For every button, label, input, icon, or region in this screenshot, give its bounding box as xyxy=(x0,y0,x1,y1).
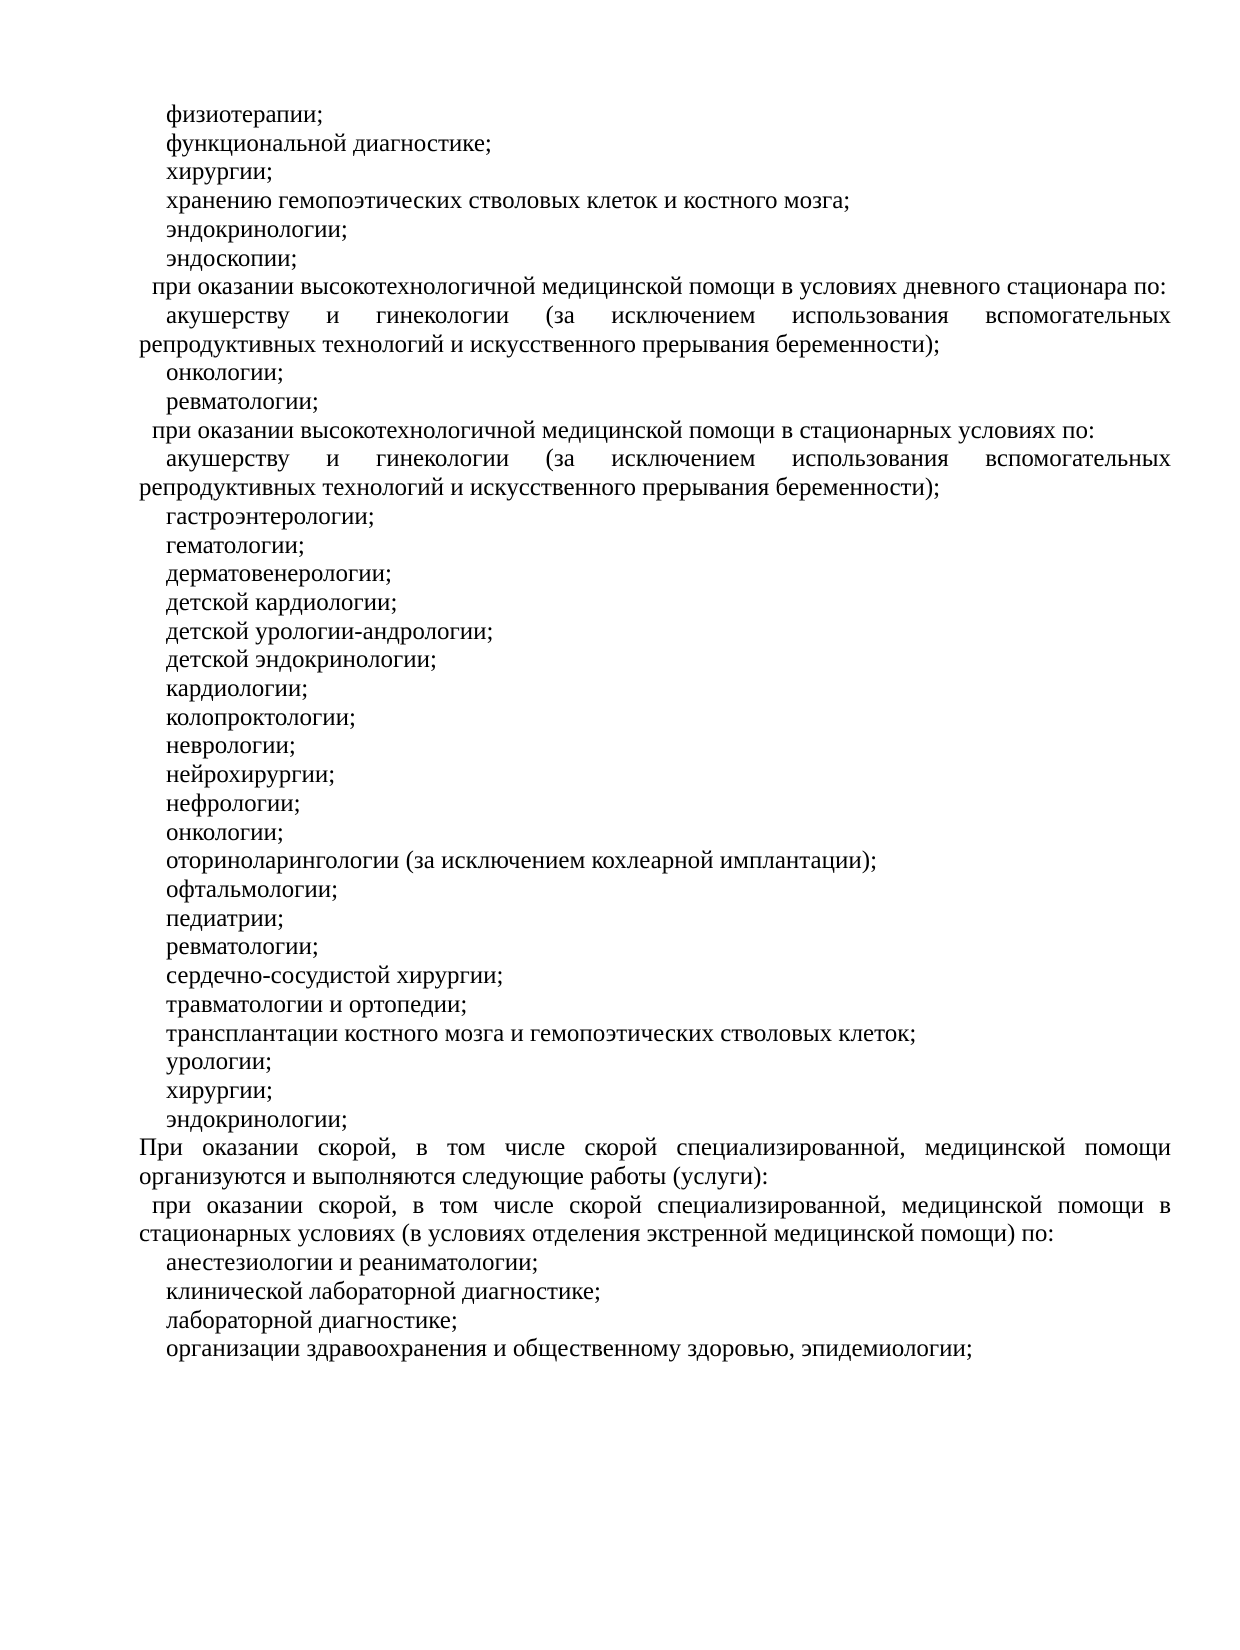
document-paragraph: травматологии и ортопедии; xyxy=(166,990,468,1018)
document-paragraph: хранению гемопоэтических стволовых клеток и костного мозга; xyxy=(166,187,851,215)
document-paragraph: при оказании скорой, в том числе скорой специализированной, медицинской помощи в стационарных условиях (в условиях отделения экстренной медицинской помощи) по: xyxy=(139,1191,1171,1248)
document-paragraph: дерматовенерологии; xyxy=(166,560,392,588)
document-paragraph: при оказании высокотехнологичной медицинской помощи в условиях дневного стационара по: xyxy=(152,273,1167,301)
document-paragraph: кардиологии; xyxy=(166,675,309,703)
document-paragraph: онкологии; xyxy=(166,359,284,387)
document-paragraph: организации здравоохранения и общественному здоровью, эпидемиологии; xyxy=(166,1335,973,1363)
document-paragraph: При оказании скорой, в том числе скорой специализированной, медицинской помощи организуются и выполняются следующие работы (услуги): xyxy=(139,1134,1171,1191)
document-paragraph: эндокринологии; xyxy=(166,1105,348,1133)
document-paragraph: детской эндокринологии; xyxy=(166,646,437,674)
document-paragraph: гематологии; xyxy=(166,531,305,559)
document-paragraph: эндокринологии; xyxy=(166,215,348,243)
document-paragraph: нефрологии; xyxy=(166,789,301,817)
document-paragraph: хирургии; xyxy=(166,158,274,186)
document-paragraph: неврологии; xyxy=(166,732,296,760)
document-paragraph: хирургии; xyxy=(166,1076,274,1104)
document-paragraph: оториноларингологии (за исключением кохлеарной имплантации); xyxy=(166,847,878,875)
document-paragraph: акушерству и гинекологии (за исключением использования вспомогательных репродуктивных технологий и искусственного прерывания беременности); xyxy=(139,301,1171,358)
document-paragraph: функциональной диагностике; xyxy=(166,129,492,157)
document-paragraph: онкологии; xyxy=(166,818,284,846)
document-paragraph: лабораторной диагностике; xyxy=(166,1306,458,1334)
document-paragraph: нейрохирургии; xyxy=(166,761,336,789)
document-paragraph: гастроэнтерологии; xyxy=(166,502,375,530)
document-paragraph: урологии; xyxy=(166,1048,273,1076)
document-paragraph: эндоскопии; xyxy=(166,244,298,272)
document-paragraph: физиотерапии; xyxy=(166,101,324,128)
document-paragraph: акушерству и гинекологии (за исключением использования вспомогательных репродуктивных технологий и искусственного прерывания беременности); xyxy=(139,445,1171,502)
document-paragraph: при оказании высокотехнологичной медицинской помощи в стационарных условиях по: xyxy=(152,416,1095,444)
document-paragraph: клинической лабораторной диагностике; xyxy=(166,1277,601,1305)
document-paragraph: сердечно-сосудистой хирургии; xyxy=(166,962,504,990)
document-paragraph: ревматологии; xyxy=(166,933,319,961)
document-paragraph: педиатрии; xyxy=(166,904,285,932)
document-paragraph: анестезиологии и реаниматологии; xyxy=(166,1249,539,1277)
document-paragraph: детской кардиологии; xyxy=(166,588,398,616)
document-paragraph: офтальмологии; xyxy=(166,875,339,903)
document-paragraph: детской урологии-андрологии; xyxy=(166,617,494,645)
document-paragraph: ревматологии; xyxy=(166,388,319,416)
document-body xyxy=(139,101,1171,1364)
document-paragraph: колопроктологии; xyxy=(166,703,356,731)
document-paragraph: трансплантации костного мозга и гемопоэтических стволовых клеток; xyxy=(166,1019,917,1047)
